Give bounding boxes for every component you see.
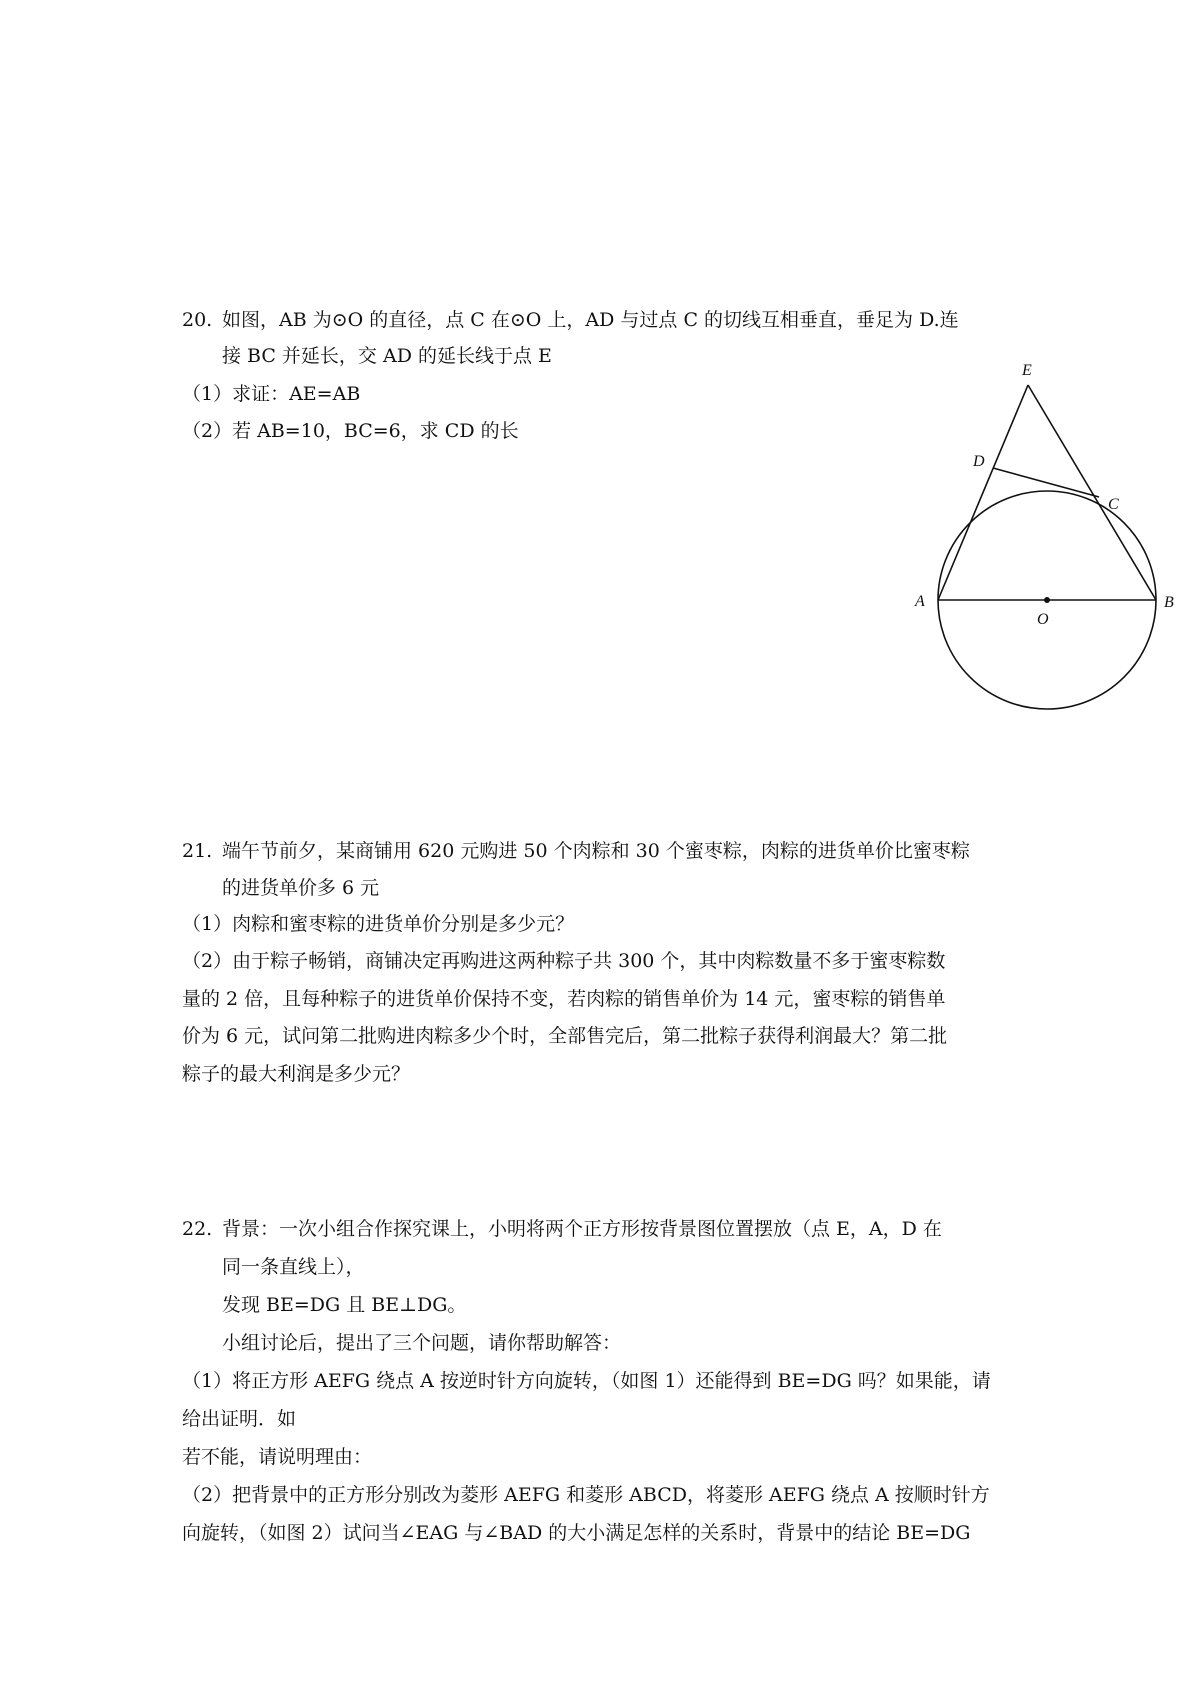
q21-text-1: 端午节前夕，某商铺用 620 元购进 50 个肉粽和 30 个蜜枣粽，肉粽的进货单价比蜜枣粽 — [222, 840, 970, 862]
q22-part1-line2: 给出证明．如 — [182, 1408, 297, 1430]
label-a: A — [915, 593, 925, 610]
q21-part1: （1）肉粽和蜜枣粽的进货单价分别是多少元？ — [182, 913, 575, 935]
q20-part1: （1）求证：AE=AB — [182, 383, 361, 405]
q21-number: 21. — [182, 840, 213, 862]
q21-part2-line3: 价为 6 元，试问第二批购进肉粽多少个时，全部售完后，第二批粽子获得利润最大？第二批 — [182, 1025, 948, 1047]
q22-part1-line1: （1）将正方形 AEFG 绕点 A 按逆时针方向旋转，（如图 1）还能得到 BE=DG 吗？如果能，请 — [182, 1370, 991, 1392]
label-c: C — [1108, 496, 1119, 513]
label-b: B — [1164, 594, 1174, 611]
q21-part2-line4: 粽子的最大利润是多少元？ — [182, 1063, 411, 1085]
q22-text-1: 背景：一次小组合作探究课上，小明将两个正方形按背景图位置摆放（点 E，A，D 在 — [222, 1218, 942, 1240]
q22-line3: 发现 BE=DG 且 BE⊥DG。 — [222, 1294, 467, 1316]
label-d: D — [973, 453, 985, 470]
center-dot — [1044, 597, 1050, 603]
q22-part1-line3: 若不能，请说明理由： — [182, 1446, 373, 1468]
q22-number: 22. — [182, 1218, 213, 1240]
q21-line1 — [182, 837, 970, 865]
label-o: O — [1037, 611, 1049, 628]
q21-line2: 的进货单价多 6 元 — [222, 877, 380, 899]
segment-ae — [938, 385, 1028, 600]
q20-part2: （2）若 AB=10，BC=6，求 CD 的长 — [182, 420, 519, 442]
q22-line4: 小组讨论后，提出了三个问题，请你帮助解答： — [222, 1332, 622, 1354]
q21-part2-line2: 量的 2 倍，且每种粽子的进货单价保持不变，若肉粽的销售单价为 14 元，蜜枣粽的销售单 — [182, 988, 946, 1010]
q20-text-1: 如图，AB 为⊙O 的直径，点 C 在⊙O 上，AD 与过点 C 的切线互相垂直，垂足为 D.连 — [222, 309, 959, 331]
q20-number: 20. — [182, 309, 213, 331]
label-e: E — [1022, 362, 1032, 379]
q22-part2-line2: 向旋转，（如图 2）试问当∠EAG 与∠BAD 的大小满足怎样的关系时，背景中的结论 BE=DG — [182, 1522, 971, 1544]
segment-be — [1028, 385, 1156, 600]
q20-line2: 接 BC 并延长，交 AD 的延长线于点 E — [222, 345, 552, 367]
q22-line2: 同一条直线上）， — [222, 1256, 365, 1278]
q22-part2-line1: （2）把背景中的正方形分别改为菱形 AEFG 和菱形 ABCD，将菱形 AEFG 绕点 A 按顺时针方 — [182, 1484, 990, 1506]
q21-part2-line1: （2）由于粽子畅销，商铺决定再购进这两种粽子共 300 个，其中肉粽数量不多于蜜枣粽数 — [182, 950, 946, 972]
q22-line1 — [182, 1215, 942, 1243]
segment-dc — [993, 468, 1099, 497]
